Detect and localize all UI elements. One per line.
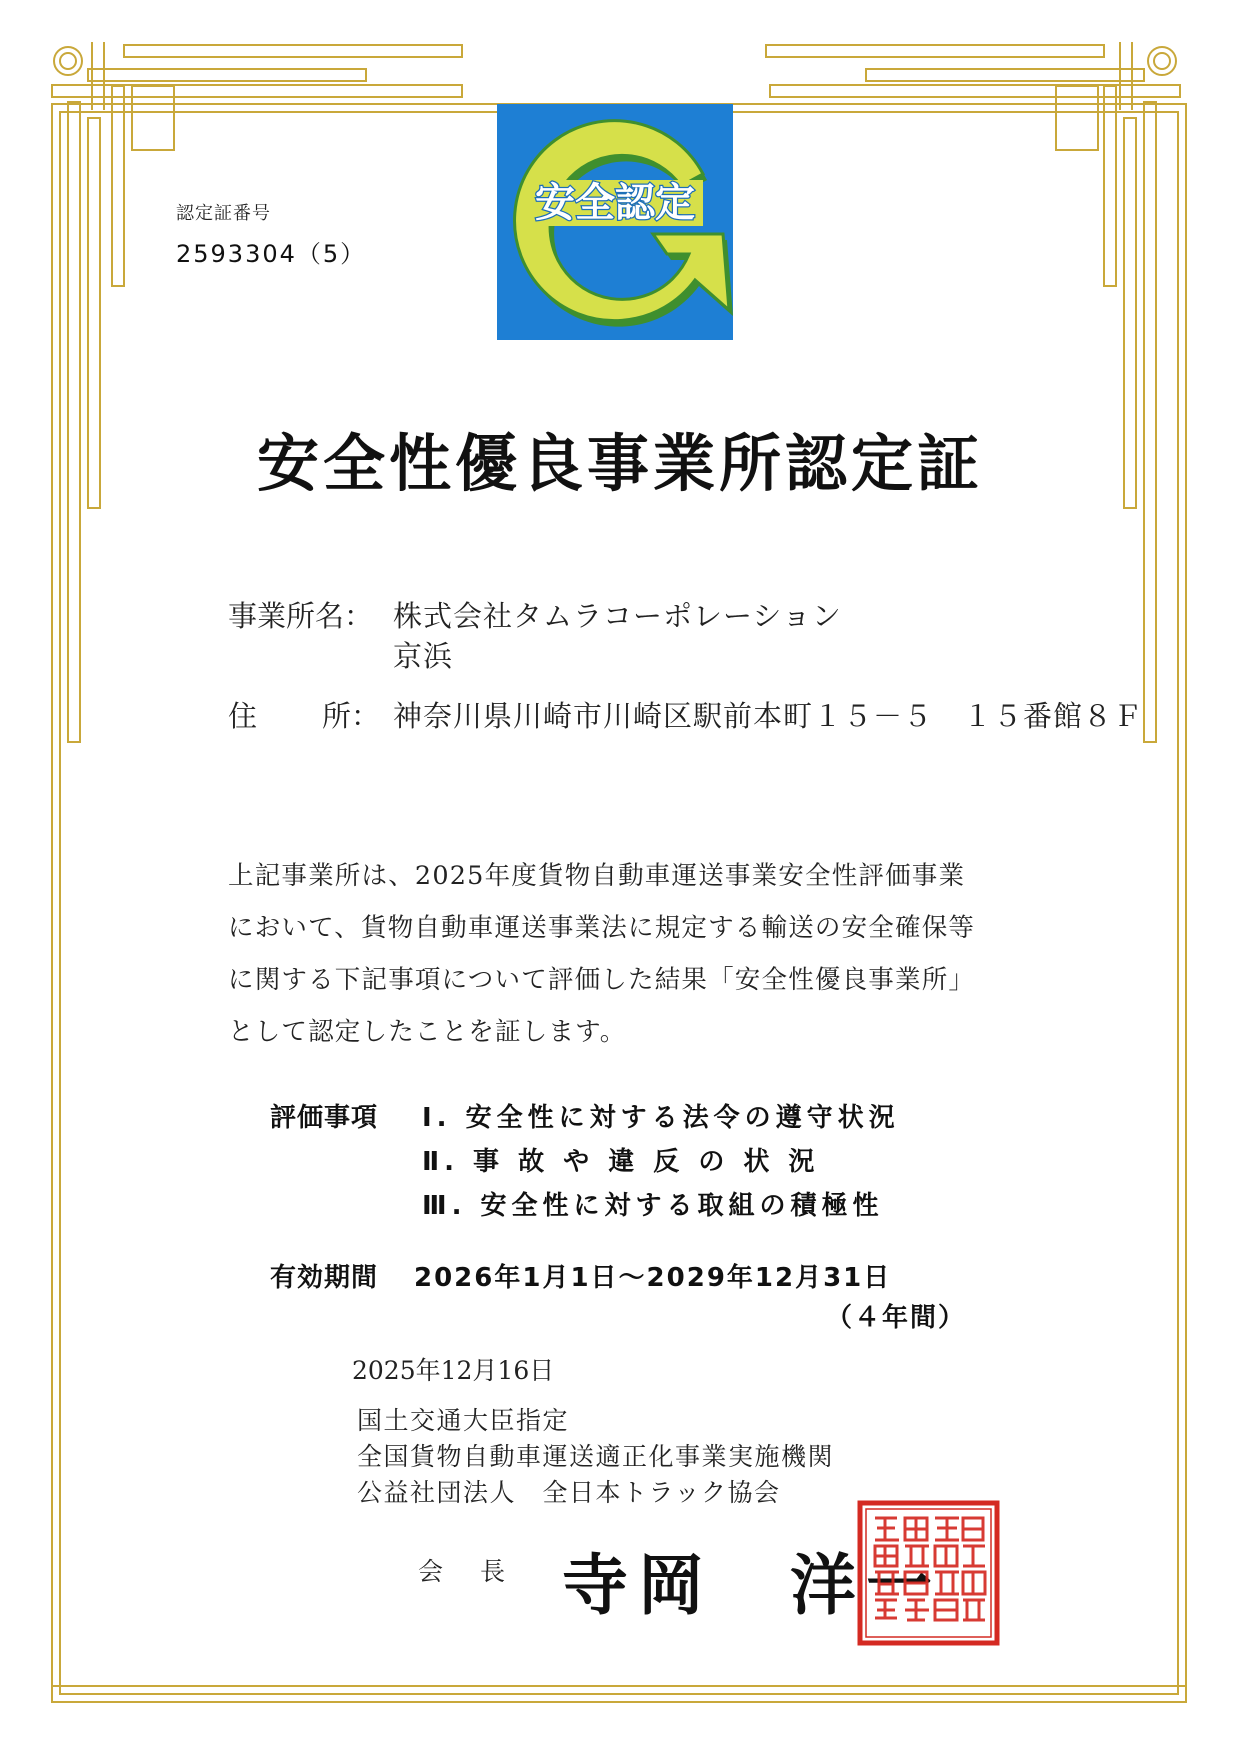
validity-label: 有効期間: [270, 1263, 379, 1293]
issuer-line-1: 国土交通大臣指定: [357, 1406, 570, 1435]
issuer-line-2: 全国貨物自動車運送適正化事業実施機関: [357, 1442, 835, 1471]
official-seal-stamp: [857, 1500, 1000, 1646]
body-line-4: として認定したことを証します。: [228, 1017, 627, 1047]
page-title: 安全性優良事業所認定証: [256, 427, 983, 500]
issue-date: 2025年12月16日: [352, 1356, 555, 1385]
office-address: 神奈川県川崎市川崎区駅前本町１５－５ １５番館８Ｆ: [393, 699, 1144, 733]
safety-certification-logo: [497, 104, 733, 340]
office-name-line-2: 京浜: [393, 639, 454, 673]
body-line-3: に関する下記事項について評価した結果「安全性優良事業所」: [228, 965, 976, 995]
issuer-line-3: 公益社団法人 全日本トラック協会: [357, 1478, 781, 1507]
president-signature: 寺岡 洋一: [562, 1546, 942, 1624]
evaluation-item-2: Ⅱ. 事 故 や 違 反 の 状 況: [422, 1147, 820, 1177]
certificate-number-label: 認定証番号: [176, 203, 271, 224]
office-name-line-1: 株式会社タムラコーポレーション: [393, 599, 842, 633]
address-label-second: 所：: [322, 699, 381, 733]
validity-period: 2026年1月1日～2029年12月31日: [414, 1263, 892, 1293]
evaluation-item-1: Ⅰ. 安全性に対する法令の遵守状況: [422, 1103, 900, 1133]
office-name-label: 事業所名：: [228, 599, 374, 633]
issuer-title: 会 長: [418, 1557, 512, 1586]
body-line-1: 上記事業所は、2025年度貨物自動車運送事業安全性評価事業: [228, 861, 966, 891]
logo-text: 安全認定: [535, 180, 695, 226]
body-line-2: において、貨物自動車運送事業法に規定する輸送の安全確保等: [228, 913, 976, 943]
certificate-number: 2593304（5）: [176, 240, 367, 268]
validity-duration: （４年間）: [826, 1303, 967, 1333]
evaluation-label: 評価事項: [270, 1103, 379, 1133]
address-label-first: 住: [228, 699, 258, 733]
evaluation-item-3: Ⅲ. 安全性に対する取組の積極性: [422, 1191, 884, 1221]
